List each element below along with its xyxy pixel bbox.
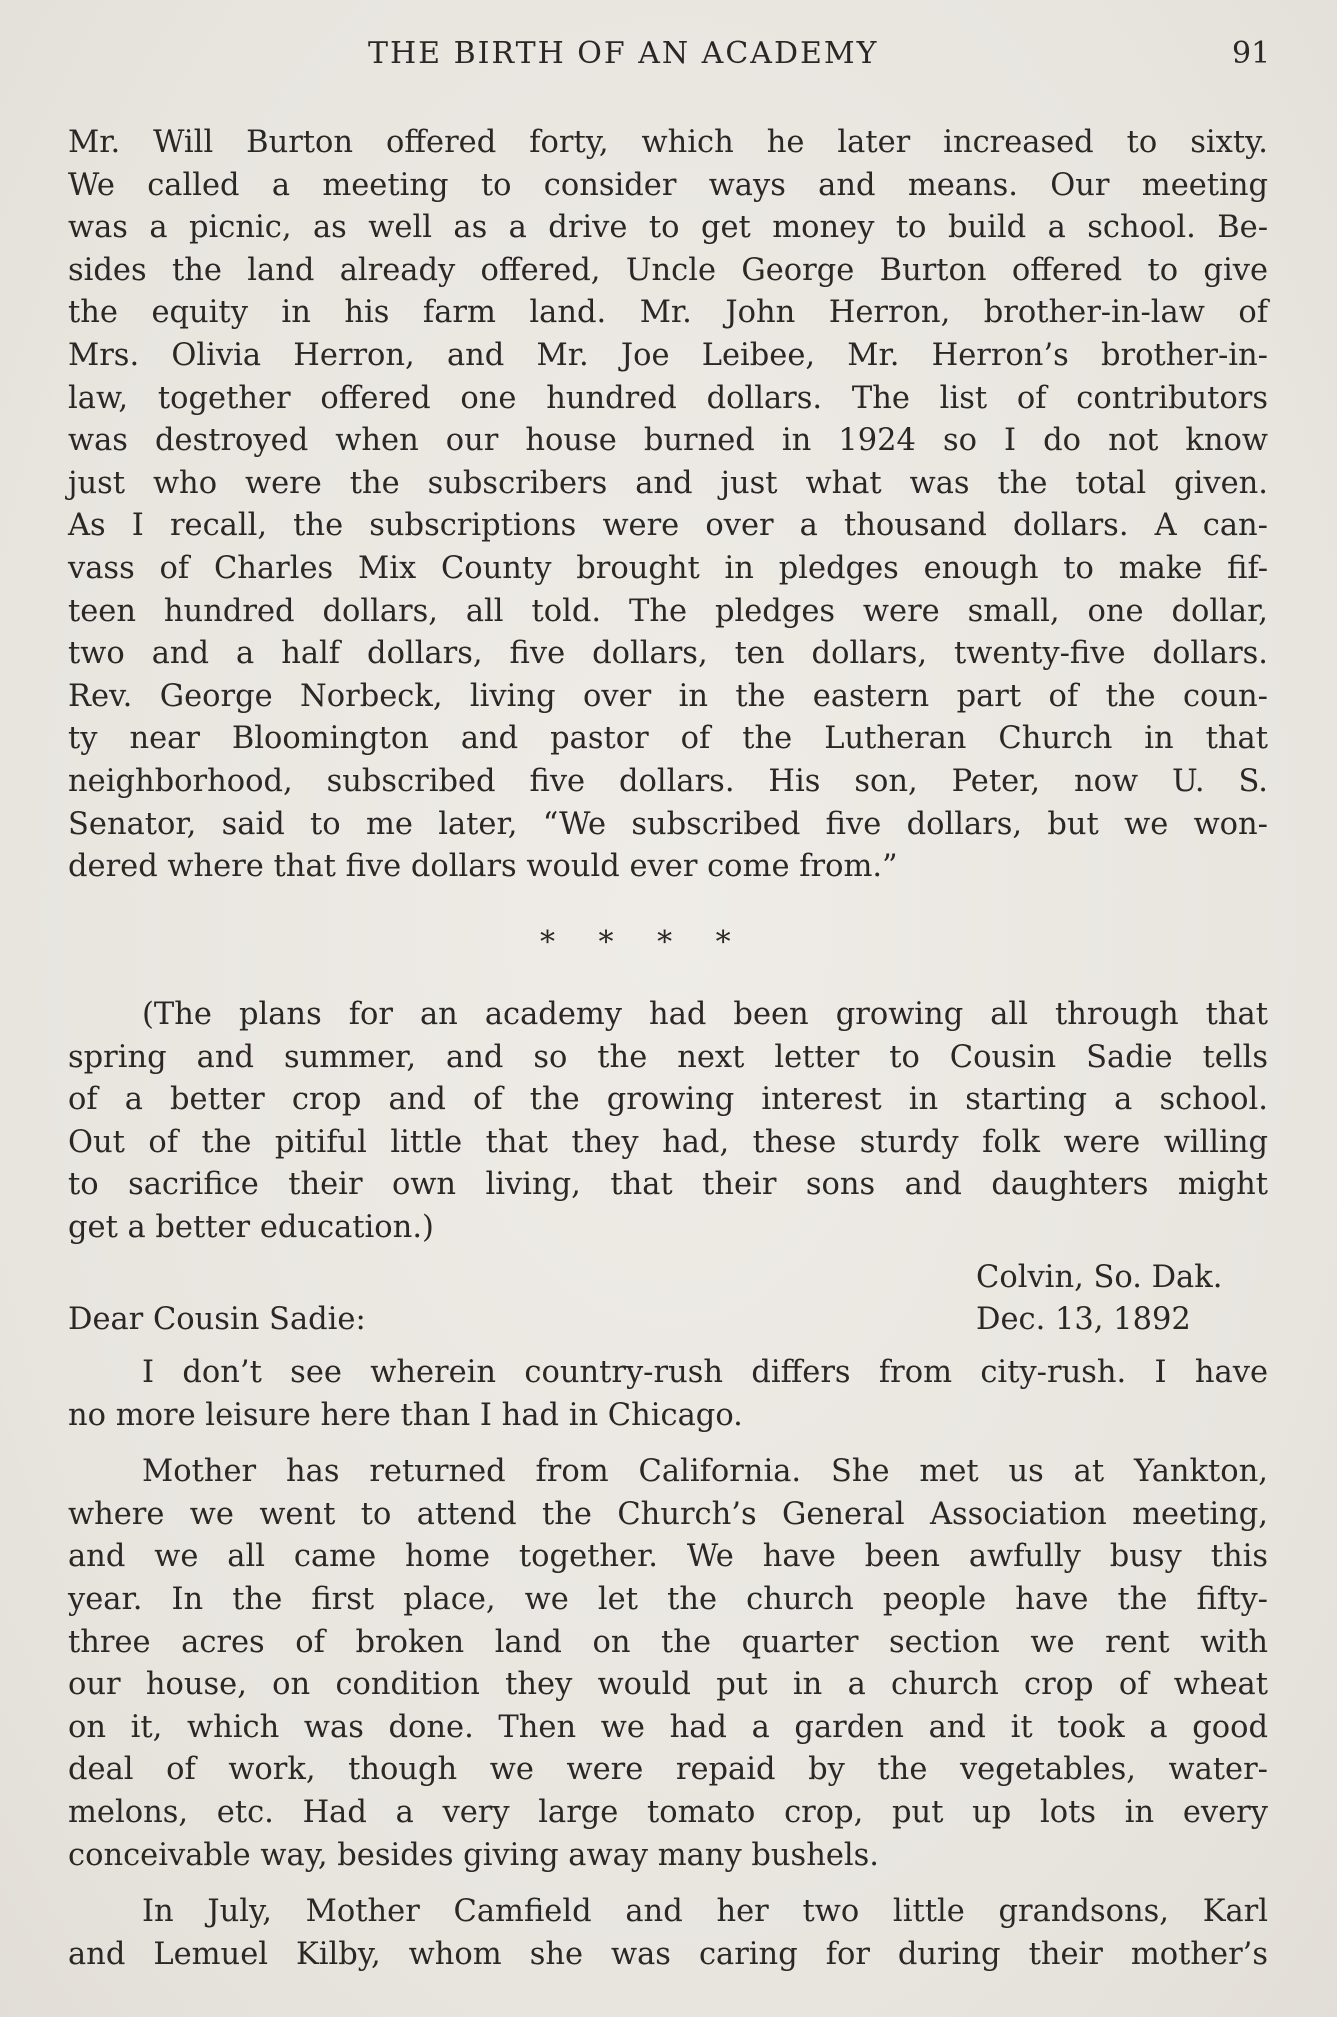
text-line: (The plans for an academy had been growing all through that bbox=[142, 997, 1268, 1032]
text-line: the equity in his farm land. Mr. John Herron, brother-in-law of bbox=[68, 295, 1268, 331]
text-line: law, together offered one hundred dollars. The list of contributors bbox=[68, 380, 1268, 416]
text-line: Out of the pitiful little that they had, these sturdy folk were willing bbox=[68, 1124, 1268, 1160]
text-line: melons, etc. Had a very large tomato crop, put up lots in every bbox=[68, 1794, 1268, 1830]
text-line: get a better education.) bbox=[68, 1209, 434, 1245]
text-line: Mr. Will Burton offered forty, which he later increased to sixty. bbox=[68, 125, 1268, 160]
text-line: and Lemuel Kilby, whom she was caring for during their mother’s bbox=[68, 1936, 1268, 1972]
paragraph-gap bbox=[68, 1437, 1268, 1451]
text-line: to sacrifice their own living, that their sons and daughters might bbox=[68, 1167, 1268, 1203]
text-line: was a picnic, as well as a drive to get money to build a school. Be- bbox=[68, 210, 1268, 246]
text-line: three acres of broken land on the quarter section we rent with bbox=[68, 1624, 1268, 1660]
editorial-note bbox=[68, 994, 1268, 1250]
letter-date: Dec. 13, 1892 bbox=[976, 1302, 1191, 1337]
text-line: deal of work, though we were repaid by the vegetables, water- bbox=[68, 1752, 1268, 1788]
running-head: THE BIRTH OF AN ACADEMY bbox=[368, 36, 879, 71]
page-number: 91 bbox=[1232, 36, 1271, 71]
section-separator: * * * * bbox=[540, 925, 731, 960]
text-line: spring and summer, and so the next letter to Cousin Sadie tells bbox=[68, 1039, 1268, 1075]
text-line: Senator, said to me later, “We subscribed five dollars, but we won- bbox=[68, 806, 1268, 842]
text-line: sides the land already offered, Uncle George Burton offered to give bbox=[68, 252, 1268, 288]
text-line: Mother has returned from California. She met us at Yankton, bbox=[142, 1454, 1268, 1490]
text-line: conceivable way, besides giving away many bushels. bbox=[68, 1837, 879, 1873]
page-header bbox=[0, 36, 1337, 76]
text-line: In July, Mother Camfield and her two little grandsons, Karl bbox=[142, 1894, 1268, 1930]
letter-salutation: Dear Cousin Sadie: bbox=[68, 1302, 366, 1337]
text-line: ty near Bloomington and pastor of the Lutheran Church in that bbox=[68, 721, 1268, 757]
text-line: neighborhood, subscribed five dollars. His son, Peter, now U. S. bbox=[68, 763, 1268, 799]
text-line: and we all came home together. We have been awfully busy this bbox=[68, 1539, 1268, 1575]
text-line: Rev. George Norbeck, living over in the eastern part of the coun- bbox=[68, 678, 1268, 714]
paragraph-continued bbox=[68, 122, 1268, 889]
text-line: of a better crop and of the growing interest in starting a school. bbox=[68, 1082, 1268, 1118]
text-line: As I recall, the subscriptions were over a thousand dollars. A can- bbox=[68, 508, 1268, 544]
text-line: year. In the first place, we let the church people have the fifty- bbox=[68, 1581, 1268, 1617]
text-line: two and a half dollars, five dollars, ten dollars, twenty-five dollars. bbox=[68, 636, 1268, 672]
text-line: just who were the subscribers and just what was the total given. bbox=[68, 465, 1268, 501]
text-line: dered where that five dollars would ever come from.” bbox=[68, 849, 898, 885]
text-line: our house, on condition they would put in a church crop of wheat bbox=[68, 1667, 1268, 1703]
text-line: vass of Charles Mix County brought in pledges enough to make fif- bbox=[68, 550, 1268, 586]
text-line: no more leisure here than I had in Chicago. bbox=[68, 1397, 743, 1433]
text-line: was destroyed when our house burned in 1924 so I do not know bbox=[68, 423, 1268, 459]
text-line: I don’t see wherein country-rush differs from city-rush. I have bbox=[142, 1355, 1268, 1390]
letter-body bbox=[68, 1352, 1268, 1976]
text-line: We called a meeting to consider ways and means. Our meeting bbox=[68, 167, 1268, 203]
text-line: where we went to attend the Church’s General Association meeting, bbox=[68, 1496, 1268, 1532]
paragraph-gap bbox=[68, 1877, 1268, 1891]
text-line: Mrs. Olivia Herron, and Mr. Joe Leibee, Mr. Herron’s brother-in- bbox=[68, 337, 1268, 373]
text-line: on it, which was done. Then we had a garden and it took a good bbox=[68, 1709, 1268, 1745]
text-line: teen hundred dollars, all told. The pledges were small, one dollar, bbox=[68, 593, 1268, 629]
letter-place: Colvin, So. Dak. bbox=[976, 1260, 1223, 1295]
